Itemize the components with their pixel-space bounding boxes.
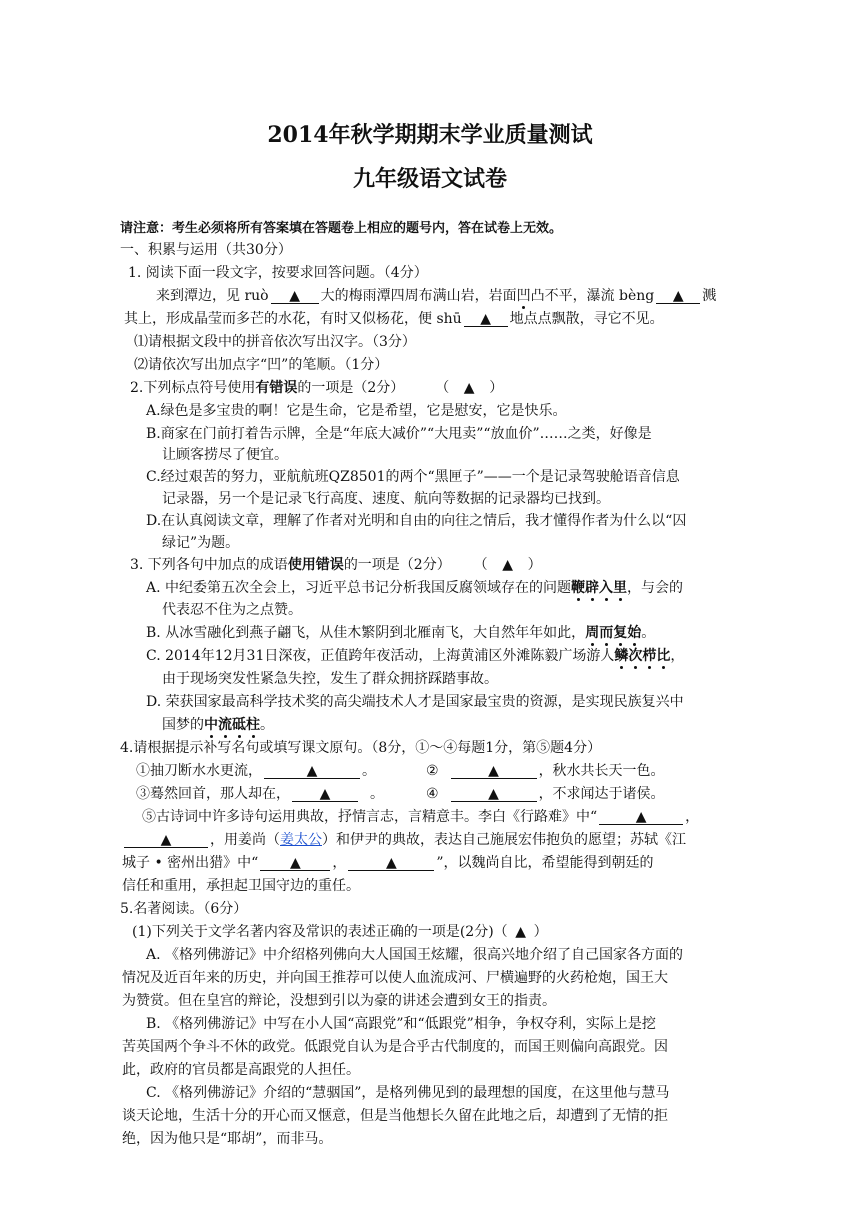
answer-bracket: ）	[527, 557, 542, 573]
answer-blank: ▲	[656, 289, 700, 304]
q4-text: ，不求闻达于诸侯。	[538, 786, 665, 802]
dotted-char: 栉	[642, 648, 657, 664]
q2-option-c: C.经过艰苦的努力，亚航航班QZ8501的两个“黑匣子”——一个是记录驾驶舱语音信息	[146, 469, 680, 485]
q5-stem: 5.名著阅读。（6分）	[120, 901, 248, 917]
q1-sub2: ⑵请依次写出加点字“凹”的笔顺。（1分）	[134, 357, 389, 373]
answer-blank: ▲	[292, 787, 358, 802]
q4-item-1	[136, 762, 376, 780]
q1-passage-line2	[124, 310, 664, 328]
q3-option-d-cont	[162, 716, 274, 734]
q3-text: 的一项是（2分）	[343, 557, 451, 573]
answer-blank: ▲	[464, 312, 508, 327]
q4-item-5-line4: 信任和重用，承担起卫国守边的重任。	[122, 878, 360, 894]
q5-option-c-line2: 谈天论地，生活十分的开心而又惬意，但是当他想长久留在此地之后，却遭到了无情的拒	[122, 1108, 668, 1124]
answer-blank: ▲	[124, 833, 208, 848]
dotted-char: 砥	[232, 717, 246, 733]
dotted-char: 周	[585, 625, 600, 641]
dotted-char: 始	[627, 625, 642, 641]
section-1-heading: 一、积累与运用（共30分）	[120, 242, 292, 258]
q3-option-b	[146, 624, 655, 642]
dotted-char: 辟	[585, 580, 600, 596]
notice: 请注意：考生必须将所有答案填在答题卷上相应的题号内，答在试卷上无效。	[120, 221, 563, 236]
q3-text: 3. 下列各句中加点的成语	[130, 557, 288, 573]
answer-blank: ▲	[260, 856, 330, 871]
q5-option-b: B. 《格列佛游记》中写在小人国“高跟党”和“低跟党”相争，争权夺利，实际上是挖	[146, 1016, 656, 1032]
answer-bracket: ）	[489, 380, 504, 396]
q2-text: 2.下列标点符号使用	[130, 380, 256, 396]
q4-text: ①抽刀断水水更流，	[136, 763, 262, 779]
q3-text: ，与会的	[627, 580, 684, 596]
dotted-char: 入	[599, 580, 614, 596]
q4-text: ，	[332, 855, 347, 871]
q3-option-d: D. 荣获国家最高科学技术奖的高尖端技术人才是国家最宝贵的资源，是实现民族复兴中	[146, 694, 684, 710]
dotted-char: 比	[656, 648, 671, 664]
q4-item-5-line3	[122, 854, 654, 872]
dotted-char: 凹	[516, 288, 531, 304]
q3-text: 国梦的	[162, 717, 204, 733]
q5-option-b-line2: 苦英国两个争斗不休的政党。低跟党自认为是合乎古代制度的，而国王则偏向高跟党。因	[122, 1039, 668, 1055]
q1-text: 其上，形成晶莹而多芒的水花，有时又似杨花，便 shū	[124, 311, 462, 327]
q2-option-d: D.在认真阅读文章，理解了作者对光明和自由的向往之情后，我才懂得作者为什么以“囚	[146, 513, 687, 529]
q4-stem: 4.请根据提示补写名句或填写课文原句。（8分，①～④每题1分，第⑤题4分）	[120, 740, 602, 756]
q3-text: C. 2014年12月31日深夜，正值跨年夜活动，上海黄浦区外滩陈毅广场游人	[146, 648, 615, 664]
answer-blank: ▲	[451, 787, 537, 802]
dotted-char: 流	[218, 717, 232, 733]
q2-option-a: A.绿色是多宝贵的啊！它是生命，它是希望，它是慰安，它是快乐。	[146, 403, 567, 419]
q3-text: B. 从冰雪融化到燕子翩飞，从佳木繁阴到北雁南飞，大自然年年如此，	[146, 625, 586, 641]
q4-text: ”，以魏尚自比，希望能得到朝廷的	[436, 855, 654, 871]
q4-item-4	[426, 785, 665, 803]
q5-text: (1)下列关于文学名著内容及常识的表述正确的一项是(2分)（	[132, 924, 508, 940]
dotted-char: 里	[613, 580, 628, 596]
dotted-char: 鳞	[614, 648, 629, 664]
q3-text: ，	[670, 648, 685, 664]
q5-option-a-line2: 情况及近百年来的历史，并向国王推荐可以使人血流成河、尸横遍野的火药枪炮，国王大	[122, 970, 668, 986]
exam-title: 2014年秋学期期末学业质量测试	[267, 122, 593, 148]
q5-option-a-line3: 为赞赏。但在皇宫的辩论，没想到引以为豪的讲述会遭到女王的指责。	[122, 993, 556, 1009]
dotted-char: 中	[204, 717, 218, 733]
q1-text: 大的梅雨潭四周布满山岩，岩面	[320, 288, 517, 304]
q2-stem	[130, 379, 503, 397]
q5-option-c-line3: 绝，因为他只是“耶胡”，而非马。	[122, 1131, 333, 1147]
dotted-char: 次	[628, 648, 643, 664]
answer-mark: ▲	[463, 380, 475, 396]
dotted-char: 柱	[246, 717, 260, 733]
q5-option-c: C. 《格列佛游记》介绍的“慧骃国”，是格列佛见到的最理想的国度，在这里他与慧马	[146, 1085, 670, 1101]
q3-stem	[130, 556, 542, 574]
q2-option-d-cont: 绿记”为题。	[162, 535, 240, 551]
q4-text: ，秋水共长天一色。	[538, 763, 665, 779]
q1-text: 来到潭边，见 ruò	[156, 288, 269, 304]
q2-option-c-cont: 记录器，另一个是记录飞行高度、速度、航向等数据的记录器均已找到。	[162, 491, 610, 507]
q3-emphasis: 使用错误	[287, 557, 344, 573]
q1-text: 凸不平，瀑流 bèng	[530, 288, 655, 304]
q3-option-a-cont: 代表忍不住为之点赞。	[162, 602, 302, 618]
q4-text: ）和伊尹的典故，表达自己施展宏伟抱负的愿望；苏轼《江	[322, 832, 686, 848]
q4-item-5-line2	[122, 831, 686, 849]
answer-bracket: （	[473, 557, 488, 573]
q4-text: 。	[362, 763, 376, 779]
q1-text: 溅	[702, 288, 717, 304]
q5-option-b-line3: 此，政府的官员都是高跟党的人担任。	[122, 1062, 360, 1078]
answer-blank: ▲	[451, 764, 537, 779]
answer-blank: ▲	[271, 289, 319, 304]
q5-option-a: A. 《格列佛游记》中介绍格列佛向大人国国王炫耀，很高兴地介绍了自己国家各方面的	[146, 947, 684, 963]
q3-text: A. 中纪委第五次全会上，习近平总书记分析我国反腐领域存在的问题	[146, 580, 572, 596]
q4-text: ，	[685, 809, 700, 825]
q4-text: 城子 • 密州出猎》中“	[122, 855, 259, 871]
q2-emphasis: 有错误	[255, 380, 298, 396]
q3-option-c-cont: 由于现场突发性紧急失控，发生了群众拥挤踩踏事故。	[162, 671, 498, 687]
q4-text: ②	[426, 763, 439, 779]
dotted-char: 复	[613, 625, 628, 641]
q4-text: 。	[370, 786, 384, 802]
answer-bracket: （	[435, 380, 450, 396]
dotted-char: 鞭	[571, 580, 586, 596]
jiang-taigong-link[interactable]: 姜太公	[280, 832, 322, 848]
q4-text: ③蓦然回首，那人却在，	[136, 786, 290, 802]
q4-item-2	[426, 762, 665, 780]
q4-text: ⑤古诗词中许多诗句运用典故，抒情言志，言精意丰。李白《行路难》中“	[142, 809, 598, 825]
q1-text: 地点点飘散，寻它不见。	[509, 311, 664, 327]
q5-sub1	[132, 923, 548, 941]
exam-subtitle: 九年级语文试卷	[352, 166, 507, 192]
answer-blank: ▲	[264, 764, 360, 779]
q3-text: 。	[260, 717, 274, 733]
q4-item-3	[136, 785, 384, 803]
dotted-char: 而	[599, 625, 614, 641]
answer-mark: ▲	[515, 924, 527, 940]
answer-blank: ▲	[348, 856, 434, 871]
q1-sub1: ⑴请根据文段中的拼音依次写出汉字。（3分）	[134, 334, 416, 350]
q3-text: 。	[641, 625, 656, 641]
q4-text: ，用姜尚（	[210, 832, 280, 848]
q1-stem: 1. 阅读下面一段文字，按要求回答问题。（4分）	[128, 265, 428, 281]
q3-option-a	[146, 579, 683, 597]
q2-option-b-cont: 让顾客捞尽了便宜。	[162, 447, 288, 463]
q5-text: ）	[533, 924, 548, 940]
answer-mark: ▲	[502, 557, 514, 573]
q1-passage-line1	[156, 287, 716, 305]
q2-text: 的一项是（2分）	[297, 380, 405, 396]
q4-item-5	[142, 808, 699, 826]
q3-option-c	[146, 647, 684, 665]
q2-option-b: B.商家在门前打着告示牌，全是“年底大减价”“大甩卖”“放血价”……之类，好像是	[146, 426, 652, 442]
answer-blank: ▲	[599, 810, 683, 825]
q4-text: ④	[426, 786, 439, 802]
